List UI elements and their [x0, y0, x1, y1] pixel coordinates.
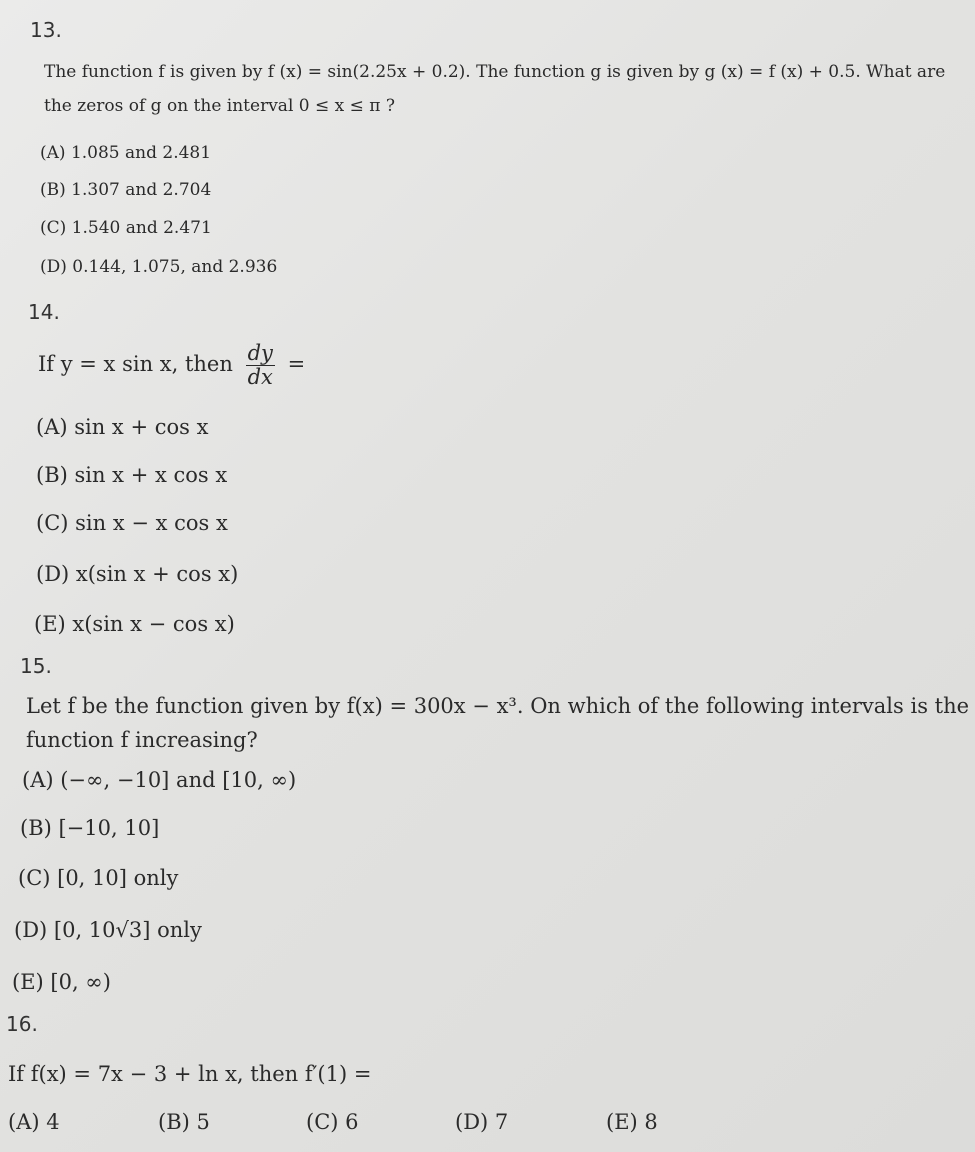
question-14-option-c: (C) sin x − x cos x: [36, 511, 228, 535]
question-16-stem: If f(x) = 7x − 3 + ln x, then f′(1) =: [8, 1062, 372, 1086]
question-15-stem-line2: function f increasing?: [26, 728, 258, 752]
question-16-option-b: (B) 5: [158, 1110, 210, 1134]
question-14-option-e: (E) x(sin x − cos x): [34, 612, 235, 636]
question-14-option-d: (D) x(sin x + cos x): [36, 562, 239, 586]
fraction-denominator: dx: [247, 365, 273, 390]
question-13-option-d: (D) 0.144, 1.075, and 2.936: [40, 257, 278, 277]
question-14-stem: [38, 342, 305, 389]
question-14-option-a: (A) sin x + cos x: [36, 415, 209, 439]
question-15-option-b: (B) [−10, 10]: [20, 816, 160, 840]
question-16-option-a: (A) 4: [8, 1110, 60, 1134]
question-15-number: 15.: [20, 654, 52, 678]
derivative-fraction: [246, 342, 275, 389]
question-16-number: 16.: [6, 1012, 38, 1036]
question-13-stem-line2: the zeros of g on the interval 0 ≤ x ≤ π ?: [44, 96, 395, 116]
question-14-stem-suffix: =: [287, 352, 306, 377]
question-16-option-c: (C) 6: [306, 1110, 359, 1134]
question-14-option-b: (B) sin x + x cos x: [36, 463, 228, 487]
question-16-option-d: (D) 7: [455, 1110, 509, 1134]
question-13-option-a: (A) 1.085 and 2.481: [40, 143, 212, 163]
question-13-number: 13.: [30, 18, 62, 42]
question-15-option-d: (D) [0, 10√3] only: [14, 918, 202, 942]
question-15-option-c: (C) [0, 10] only: [18, 866, 179, 890]
question-15-option-a: (A) (−∞, −10] and [10, ∞): [22, 768, 297, 792]
question-14-number: 14.: [28, 300, 60, 324]
fraction-numerator: dy: [247, 341, 273, 365]
question-13-option-c: (C) 1.540 and 2.471: [40, 218, 212, 238]
question-13-option-b: (B) 1.307 and 2.704: [40, 180, 212, 200]
question-13-stem-line1: The function f is given by f (x) = sin(2.25x + 0.2). The function g is given by g (x) = f (x) + 0.5. What are: [44, 62, 946, 82]
question-14-stem-prefix: If y = x sin x, then: [38, 352, 233, 377]
question-15-stem-line1: Let f be the function given by f(x) = 300x − x³. On which of the following intervals is the: [26, 694, 970, 718]
question-16-option-e: (E) 8: [606, 1110, 658, 1134]
question-15-option-e: (E) [0, ∞): [12, 970, 111, 994]
